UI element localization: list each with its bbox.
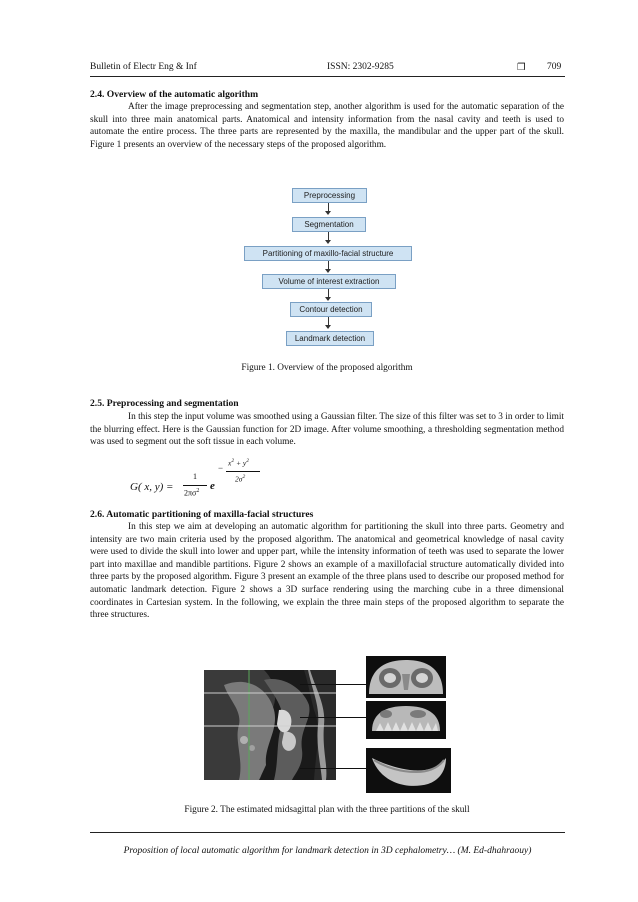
ct-sagittal-image <box>204 670 336 780</box>
issn: ISSN: 2302-9285 <box>327 62 394 72</box>
exponent-sign: − <box>218 463 224 473</box>
mandible-part-render <box>366 748 451 793</box>
skull-upper-part-render <box>366 656 446 698</box>
flow-step-preprocessing: Preprocessing <box>292 188 367 203</box>
equation-lhs: G( x, y) = <box>130 481 174 493</box>
flow-step-landmark-detection: Landmark detection <box>286 331 374 346</box>
running-footer: Proposition of local automatic algorithm for landmark detection in 3D cephalometry… (M. Ed-dhahraouy) <box>123 846 532 856</box>
page-number: 709 <box>547 62 562 72</box>
exponent-num-x: x <box>228 458 232 468</box>
exp-den-sq: 2 <box>242 474 246 480</box>
fraction-bar <box>183 485 207 486</box>
page-symbol-icon: ❒ <box>517 63 526 73</box>
section-2-4-body: After the image preprocessing and segmentation step, another algorithm is used for the automatic separation of the skull into three main anatomical parts. Anatomical and intensity information from the nasal cavity and teeth is used to automate the entire process. The three parts are represented by the maxilla, the mandibular and the upper part of the skull. Figure 1 presents an overview of the necessary steps of the proposed algorithm. <box>90 102 564 150</box>
section-2-6-body: In this step we aim at developing an automatic algorithm for partitioning the skull into three parts. Geometry and intensity are two main criteria used by the proposed algorithm. The anatomical and geometrical knowledge of nasal cavity were used to divide the skull into lower and upper part, while the intensity information of teeth was used to separate the lower part into maxillae and mandible partitions. Figure 2 shows an example of a maxillofacial structure automatically divided into three parts by the proposed algorithm. Figure 3 present an example of the three plans used to describe our proposed method for automatic landmark detection. Figure 2 shows a 3D surface rendering using the marching cube in a three dimensional coordinates in Cartesian system. In the following, we explain the three main steps of the proposed algorithm to separate the three structures. <box>90 522 564 621</box>
arrow-head-icon <box>325 297 331 301</box>
arrow-head-icon <box>325 269 331 273</box>
maxilla-part-render <box>366 701 446 739</box>
arrow-head-icon <box>325 240 331 244</box>
flow-step-voi-extraction: Volume of interest extraction <box>262 274 396 289</box>
flow-step-partitioning: Partitioning of maxillo-facial structure <box>244 246 412 261</box>
exp-sq: 2 <box>246 458 249 464</box>
exponent-num-y: + y <box>234 458 247 468</box>
exp-sq: 2 <box>231 458 235 464</box>
header-rule <box>90 76 565 77</box>
pointer-line-upper <box>300 684 366 685</box>
journal-name: Bulletin of Electr Eng & Inf <box>90 62 197 72</box>
section-2-6-title: 2.6. Automatic partitioning of maxilla-facial structures <box>90 509 314 520</box>
exponent-denominator: 2σ <box>235 474 243 484</box>
pointer-line-lower <box>300 768 366 769</box>
flow-step-segmentation: Segmentation <box>292 217 366 232</box>
section-2-5-body: In this step the input volume was smoothed using a Gaussian filter. The size of this filter was set to 3 in order to limit the blurring effect. Here is the Gaussian function for 2D image. After volume smoothing, a thresholding segmentation method was used to segment out the soft tissue in each volume. <box>90 412 564 448</box>
section-2-4-title: 2.4. Overview of the automatic algorithm <box>90 89 259 100</box>
exponent-fraction-bar <box>226 471 260 472</box>
pointer-line-middle <box>300 717 366 718</box>
footer-rule <box>90 832 565 833</box>
denominator-exponent: 2 <box>196 488 200 494</box>
arrow-head-icon <box>325 325 331 329</box>
figure-2-caption: Figure 2. The estimated midsagittal plan with the three partitions of the skull <box>184 805 470 815</box>
figure-1-caption: Figure 1. Overview of the proposed algorithm <box>241 363 413 373</box>
equation-numerator: 1 <box>193 472 197 481</box>
equation-denominator: 2πσ <box>184 488 197 498</box>
section-2-5-title: 2.5. Preprocessing and segmentation <box>90 398 239 409</box>
flow-step-contour-detection: Contour detection <box>290 302 372 317</box>
arrow-head-icon <box>325 211 331 215</box>
equation-base: e <box>210 480 215 492</box>
